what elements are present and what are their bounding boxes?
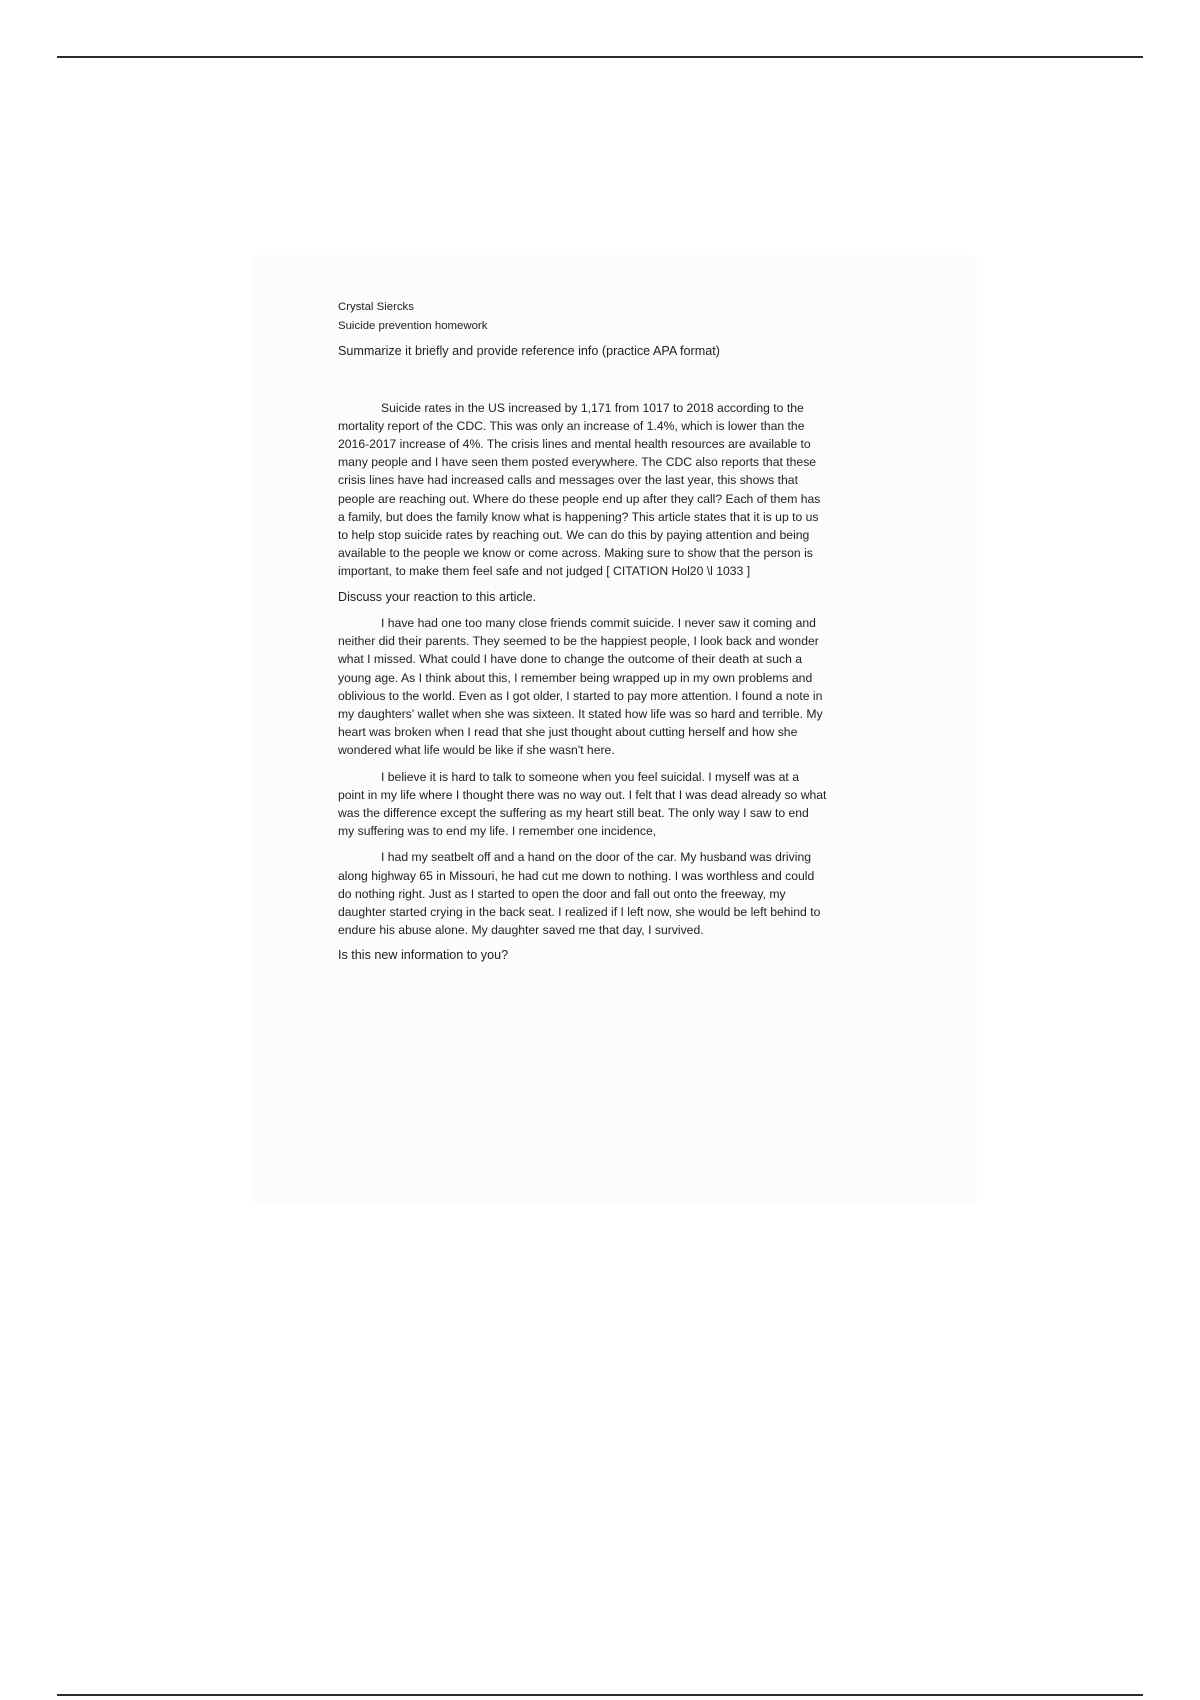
document-content (338, 298, 828, 965)
summary-paragraph: Suicide rates in the US increased by 1,171 from 1017 to 2018 according to the mortality report of the CDC. This was only an increase of 1.4%, which is lower than the 2016-2017 increase of 4%. The crisis lines and mental health resources are available to many people and I have seen them posted everywhere. The CDC also reports that these crisis lines have had increased calls and messages over the last year, this shows that people are reaching out. Where do these people end up after they call? Each of them has a family, but does the family know what is happening? This article states that it is up to us to help stop suicide rates by reaching out. We can do this by paying attention and being available to the people we know or come across. Making sure to show that the person is important, to make them feel safe and not judged [ CITATION Hol20 \l 1033 ] (338, 400, 821, 579)
reaction-paragraph-1: I have had one too many close friends commit suicide. I never saw it coming and neither did their parents. They seemed to be the happiest people, I look back and wonder what I missed. What could I have done to change the outcome of their death at such a young age. As I think about this, I remember being wrapped up in my own problems and oblivious to the world. Even as I got older, I started to pay more attention. I found a note in my daughters' wallet when she was sixteen. It stated how life was so hard and terrible. My heart was broken when I read that she just thought about cutting herself and how she wondered what life would be like if she wasn't here. (338, 616, 823, 758)
author-name: Crystal Siercks (338, 301, 414, 313)
bottom-rule (57, 1694, 1143, 1696)
summary-prompt: Summarize it briefly and provide reference info (practice APA format) (338, 344, 720, 358)
new-info-prompt: Is this new information to you? (338, 948, 509, 963)
assignment-title: Suicide prevention homework (338, 319, 488, 332)
reaction-prompt: Discuss your reaction to this article. (338, 589, 537, 604)
top-rule (57, 56, 1143, 58)
reaction-paragraph-3: I had my seatbelt off and a hand on the door of the car. My husband was driving along highway 65 in Missouri, he had cut me down to nothing. I was worthless and could do nothing right. Just as I started to open the door and fall out onto the freeway, my daughter started crying in the back seat. I realized if I left now, she would be left behind to endure his abuse alone. My daughter saved me that day, I survived. (338, 850, 821, 938)
reaction-paragraph-2: I believe it is hard to talk to someone when you feel suicidal. I myself was at a point in my life where I thought there was no way out. I felt that I was dead already so what was the difference except the suffering as my heart still beat. The only way I saw to end my suffering was to end my life. I remember one incidence, (338, 769, 827, 839)
